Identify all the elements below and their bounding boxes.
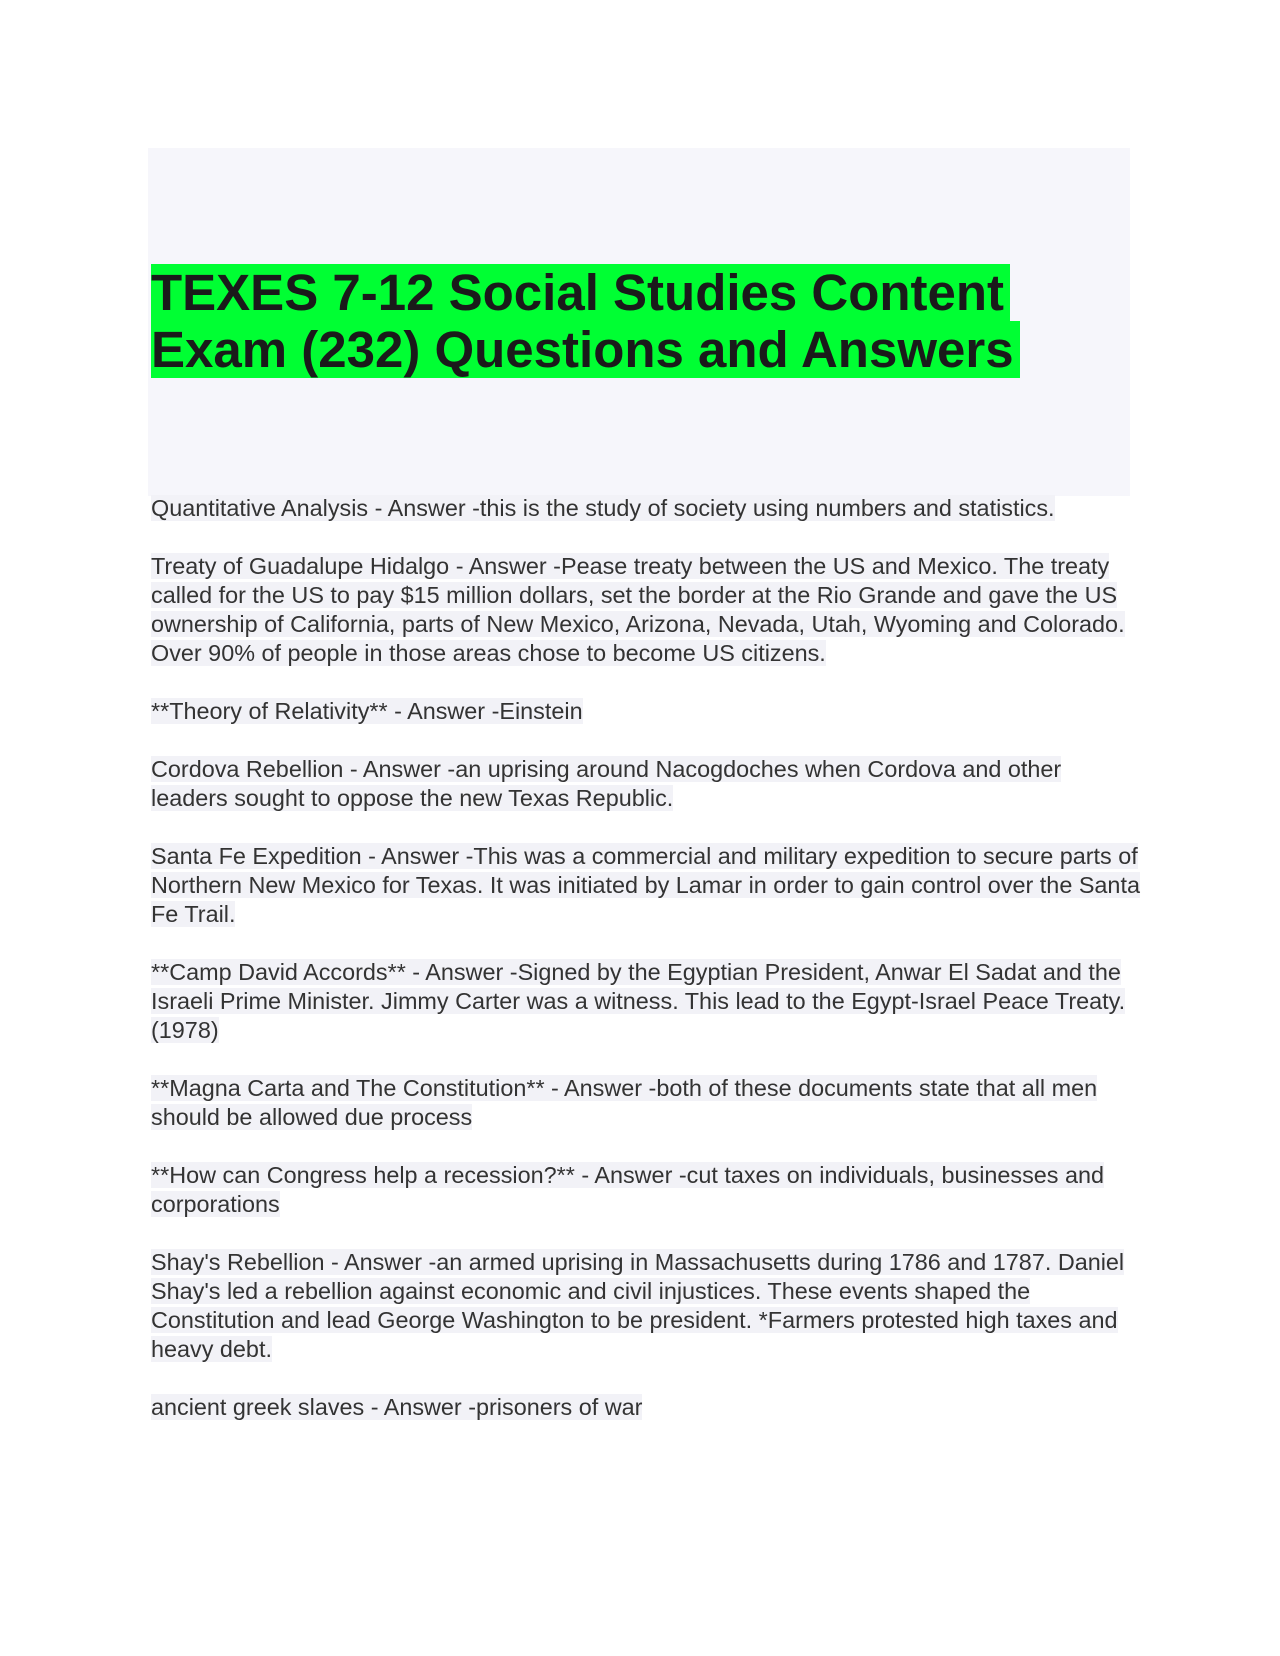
qa-list [151,494,1141,1451]
qa-entry [151,958,1141,1045]
qa-text: ancient greek slaves - Answer -prisoners of war [151,1394,643,1420]
qa-entry [151,1248,1141,1364]
document-title [151,264,1051,378]
qa-entry [151,1393,1141,1422]
qa-entry [151,842,1141,929]
qa-entry [151,697,1141,726]
qa-text: Quantitative Analysis - Answer -this is the study of society using numbers and statistics. [151,495,1055,521]
qa-entry [151,1074,1141,1132]
qa-text: **Camp David Accords** - Answer -Signed by the Egyptian President, Anwar El Sadat and the Israeli Prime Minister. Jimmy Carter was a witness. This lead to the Egypt-Israel Peace Treaty. (1978) [151,959,1126,1043]
qa-entry [151,552,1141,668]
qa-text: Cordova Rebellion - Answer -an uprising around Nacogdoches when Cordova and other leaders sought to oppose the new Texas Republic. [151,756,1062,811]
qa-text: Shay's Rebellion - Answer -an armed uprising in Massachusetts during 1786 and 1787. Daniel Shay's led a rebellion against economic and civil injustices. These events shaped the Constitution and lead George Washington to be president. *Farmers protested high taxes and heavy debt. [151,1249,1125,1362]
title-line-2: Exam (232) Questions and Answers [151,321,1020,378]
qa-text: **Magna Carta and The Constitution** - Answer -both of these documents state that all men should be allowed due process [151,1075,1098,1130]
qa-text: Santa Fe Expedition - Answer -This was a commercial and military expedition to secure parts of Northern New Mexico for Texas. It was initiated by Lamar in order to gain control over the Santa Fe Trail. [151,843,1140,927]
qa-text: **Theory of Relativity** - Answer -Einstein [151,698,583,724]
title-line-1: TEXES 7-12 Social Studies Content [151,264,1010,321]
qa-text: **How can Congress help a recession?** - Answer -cut taxes on individuals, businesses and corporations [151,1162,1105,1217]
qa-entry [151,755,1141,813]
qa-entry [151,494,1141,523]
qa-entry [151,1161,1141,1219]
qa-text: Treaty of Guadalupe Hidalgo - Answer -Pease treaty between the US and Mexico. The treaty called for the US to pay $15 million dollars, set the border at the Rio Grande and gave the US ownership of California, parts of New Mexico, Arizona, Nevada, Utah, Wyoming and Colorado. Over 90% of people in those areas chose to become US citizens. [151,553,1125,666]
